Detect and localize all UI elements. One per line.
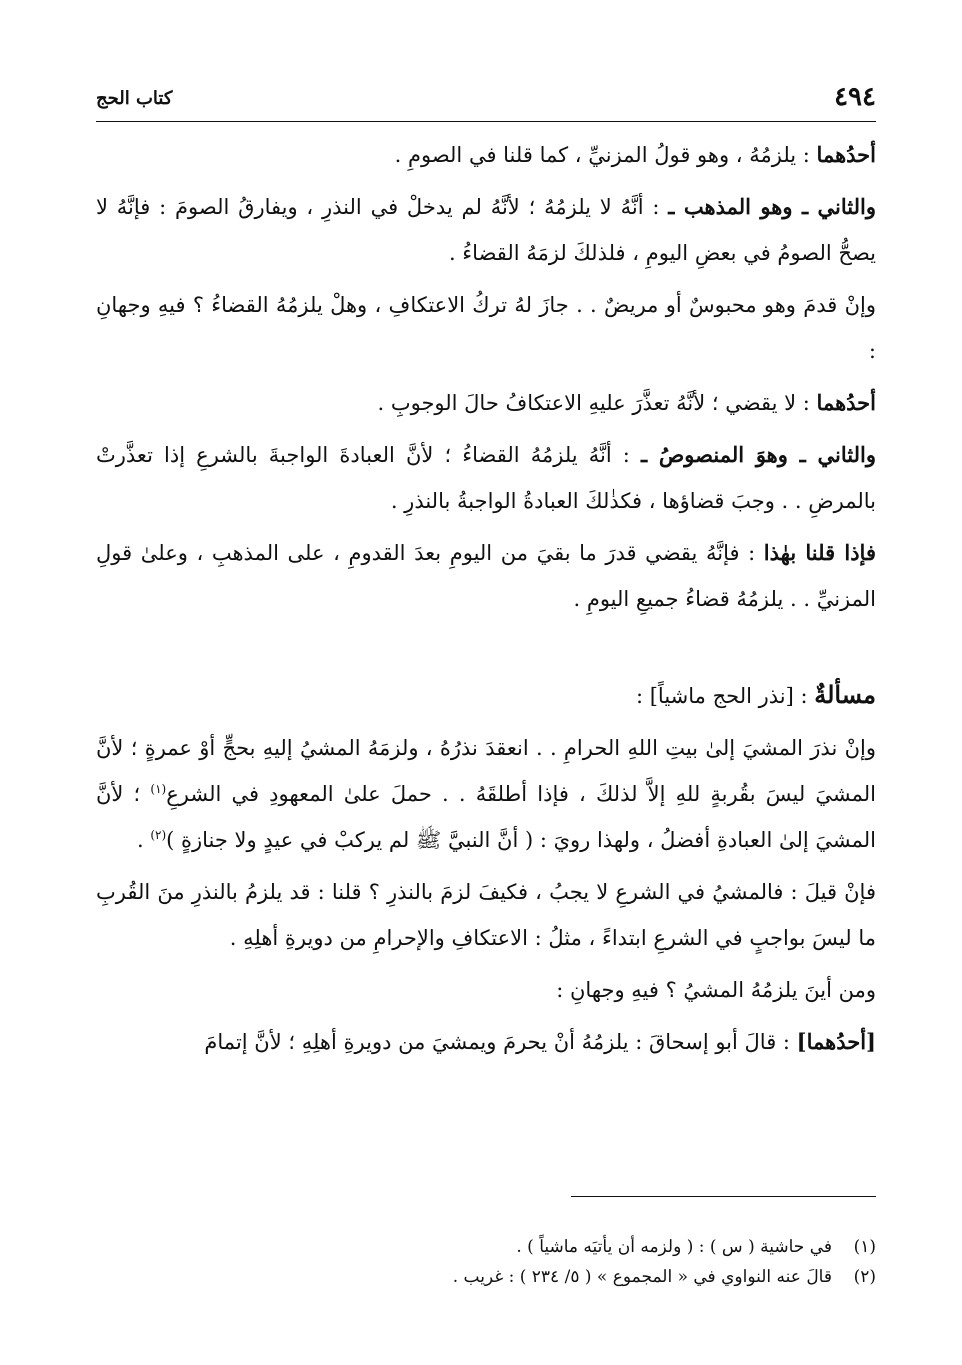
paragraph-text: وإنْ قدمَ وهو محبوسٌ أو مريضٌ . . جازَ لهُ تركُ الاعتكافِ ، وهلْ يلزمُهُ القضاءُ ؟ فيهِ وجهانِ :: [96, 293, 876, 363]
footnote-ref[interactable]: (٢): [150, 828, 167, 842]
paragraph: [96, 432, 876, 524]
paragraph-text: فإنْ قيلَ : فالمشيُ في الشرعِ لا يجبُ ، فكيفَ لزمَ بالنذرِ ؟ قلنا : قد يلزمُ بالنذرِ منَ القُربِ ما ليسَ بواجبٍ في الشرعِ ابتداءً ، مثلُ : الاعتكافِ والإحرامِ من دويرةِ أهلِهِ .: [96, 880, 876, 950]
paragraph-text: : أنَّهُ لا يلزمُهُ ؛ لأنَّهُ لم يدخلْ في النذرِ ، ويفارقُ الصومَ : فإنَّهُ لا يصحُّ الصومُ في بعضِ اليومِ ، فلذلكَ لزمَهُ القضاءُ .: [96, 195, 876, 265]
page-header: [96, 82, 876, 118]
footnote-text: قالَ عنه النواوي في « المجموع » ( ٥/ ٢٣٤ ) : غريب .: [452, 1267, 832, 1287]
footnote-ref[interactable]: (١): [150, 782, 167, 796]
paragraph: [96, 1019, 876, 1065]
paragraph-text: ومن أينَ يلزمُهُ المشيُ ؟ فيهِ وجهانِ :: [556, 978, 876, 1002]
paragraph-text: ؛ لأنَّ المشيَ إلىٰ العبادةِ أفضلُ ، ولهذا رويَ : ( أنَّ النبيَّ ﷺ لم يركبْ في عيدٍ ولا جنازةٍ ): [96, 782, 876, 852]
paragraph-lead: أحدُهما: [816, 142, 876, 167]
header-rule: [96, 121, 876, 122]
paragraph: [96, 184, 876, 276]
paragraph: [96, 282, 876, 374]
page-number: ٤٩٤: [834, 82, 876, 112]
paragraph-lead: والثاني ـ وهو المذهب ـ: [668, 194, 877, 219]
paragraph-text: : قالَ أبو إسحاقَ : يلزمُهُ أنْ يحرمَ ويمشيَ من دويرةِ أهلِهِ ؛ لأنَّ إتمامَ: [204, 1030, 797, 1054]
footnote-number: (٢): [853, 1267, 876, 1287]
paragraph-text: وإنْ نذرَ المشيَ إلىٰ بيتِ اللهِ الحرامِ . . انعقدَ نذرُهُ ، ولزمَهُ المشيُ إليهِ بحجٍّ أوْ عمرةٍ ؛ لأنَّ المشيَ ليسَ بقُربةٍ للهِ إلاَّ لذلكَ ، فإذا أطلقَهُ . . حملَ علىٰ المعهودِ في الشرعِ: [96, 736, 876, 806]
paragraph: [96, 725, 876, 863]
footnote-number: (١): [853, 1237, 876, 1257]
footnote: [96, 1232, 876, 1262]
paragraph: [96, 530, 876, 622]
paragraph-text: : لا يقضي ؛ لأنَّهُ تعذَّرَ عليهِ الاعتكافُ حالَ الوجوبِ .: [377, 391, 817, 415]
running-title: كتاب الحج: [96, 88, 173, 109]
paragraph-lead: والثاني ـ وهوَ المنصوصُ ـ: [641, 442, 876, 467]
paragraph: [96, 132, 876, 178]
masala-title: : [نذر الحج ماشياً] :: [635, 684, 815, 708]
footnotes: [96, 1232, 876, 1292]
paragraph-text: .: [136, 828, 151, 852]
paragraph-text: : أنَّهُ يلزمُهُ القضاءُ ؛ لأنَّ العبادةَ الواجبةَ بالشرعِ إذا تعذَّرتْ بالمرضِ . . وجبَ قضاؤها ، فكذٰلكَ العبادةُ الواجبةُ بالنذرِ .: [96, 443, 876, 513]
main-text: [96, 132, 876, 1071]
paragraph-lead: فإذا قلنا بهٰذا: [763, 540, 876, 565]
masala-heading: [96, 672, 876, 719]
paragraph-lead: [أحدُهما]: [796, 1029, 876, 1054]
paragraph: [96, 869, 876, 961]
paragraph: [96, 380, 876, 426]
paragraph-lead: أحدُهما: [816, 390, 876, 415]
masala-label: مسألةٌ: [814, 680, 876, 709]
paragraph-text: : يلزمُهُ ، وهو قولُ المزنيِّ ، كما قلنا في الصومِ .: [394, 143, 817, 167]
paragraph-text: : فإنَّهُ يقضي قدرَ ما بقيَ من اليومِ بعدَ القدومِ ، على المذهبِ ، وعلىٰ قولِ المزنيِّ . . يلزمُهُ قضاءُ جميعِ اليومِ .: [96, 541, 876, 611]
footnote: [96, 1262, 876, 1292]
footnote-text: في حاشية ( س ) : ( ولزمه أن يأتيَه ماشياً ) .: [516, 1237, 832, 1257]
section-gap: [96, 628, 876, 672]
paragraph: [96, 967, 876, 1013]
